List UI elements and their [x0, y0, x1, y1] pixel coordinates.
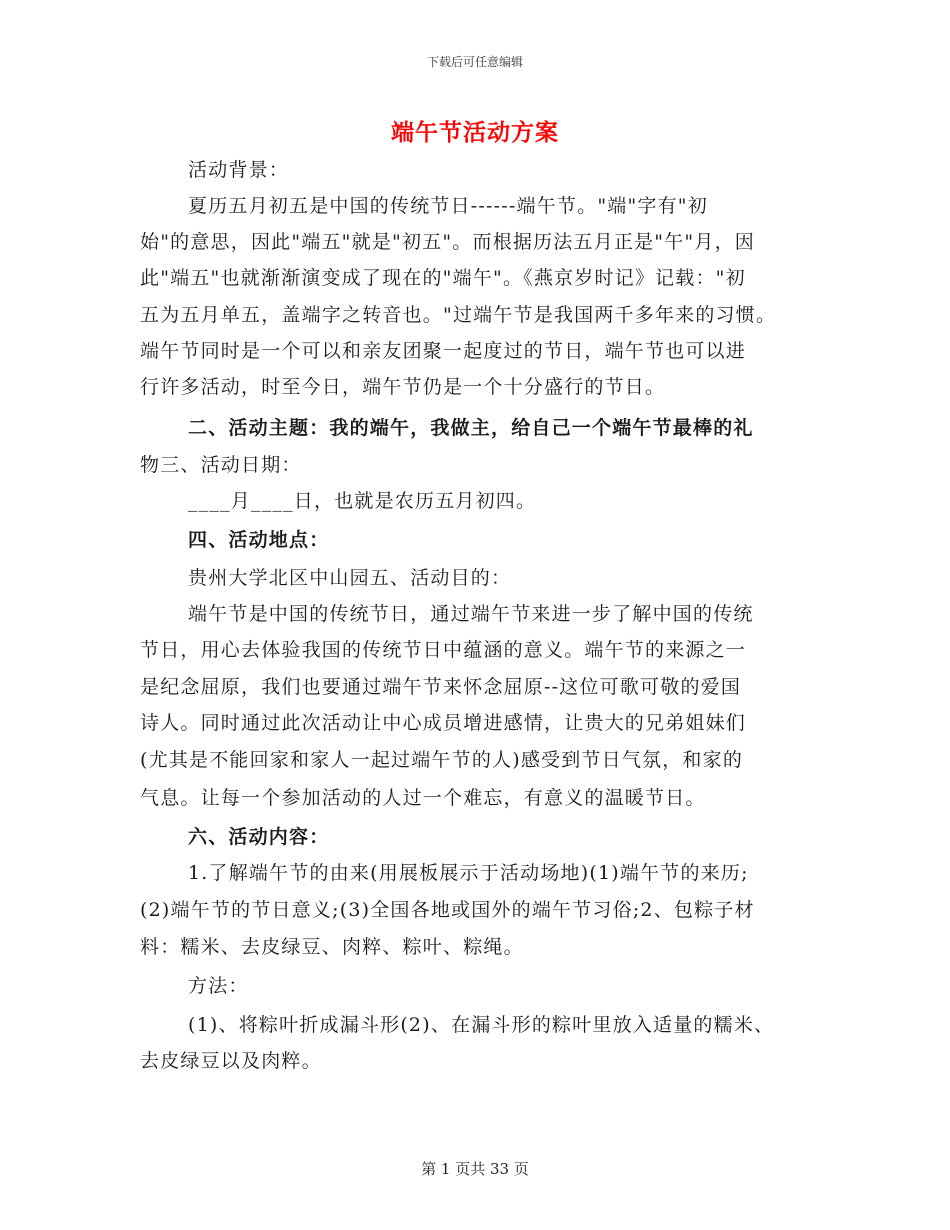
section-heading-content: 六、活动内容： [188, 826, 330, 848]
paragraph-line: 节日，用心去体验我国的传统节日中蕴涵的意义。端午节的来源之一 [140, 639, 747, 661]
paragraph-line: 贵州大学北区中山园五、活动目的： [188, 567, 512, 589]
paragraph-line: 是纪念屈原，我们也要通过端午节来怀念屈原--这位可歌可敬的爱国 [140, 676, 742, 698]
paragraph-line: 行许多活动，时至今日，端午节仍是一个十分盛行的节日。 [140, 376, 666, 398]
section-heading-theme: 二、活动主题：我的端午，我做主，给自己一个端午节最棒的礼 [188, 417, 754, 439]
paragraph-line: 端午节是中国的传统节日，通过端午节来进一步了解中国的传统 [188, 603, 754, 625]
paragraph-line: 方法： [188, 975, 249, 997]
paragraph-line: 始"的意思，因此"端五"就是"初五"。而根据历法五月正是"午"月，因 [140, 231, 755, 253]
paragraph-line: 诗人。同时通过此次活动让中心成员增进感情，让贵大的兄弟姐妹们 [140, 712, 747, 734]
paragraph-line: (2)端午节的节日意义;(3)全国各地或国外的端午节习俗;2、包粽子材 [140, 899, 755, 921]
paragraph-line: 料：糯米、去皮绿豆、肉粹、粽叶、粽绳。 [140, 936, 524, 958]
paragraph-line: 物三、活动日期： [140, 454, 302, 476]
section-label-background: 活动背景： [188, 159, 290, 181]
paragraph-line: 五为五月单五，盖端字之转音也。"过端午节是我国两千多年来的习惯。 [140, 304, 777, 326]
paragraph-line: (尤其是不能回家和家人一起过端午节的人)感受到节日气氛，和家的 [140, 749, 744, 771]
document-title: 端午节活动方案 [391, 119, 559, 146]
paragraph-line: ____月____日，也就是农历五月初四。 [188, 490, 537, 512]
paragraph-line: 1.了解端午节的由来(用展板展示于活动场地)(1)端午节的来历; [188, 862, 749, 884]
paragraph-line: 夏历五月初五是中国的传统节日------端午节。"端"字有"初 [188, 195, 708, 217]
paragraph-line: 气息。让每一个参加活动的人过一个难忘，有意义的温暖节日。 [140, 787, 706, 809]
page-header: 下载后可任意编辑 [426, 55, 523, 69]
paragraph-line: 此"端五"也就渐渐演变成了现在的"端午"。《燕京岁时记》记载："初 [140, 267, 746, 289]
page-footer: 第 1 页共 33 页 [421, 1160, 529, 1178]
section-heading-location: 四、活动地点： [188, 529, 330, 551]
paragraph-line: (1)、将粽叶折成漏斗形(2)、在漏斗形的粽叶里放入适量的糯米、 [188, 1014, 775, 1036]
paragraph-line: 去皮绿豆以及肉粹。 [140, 1050, 322, 1072]
paragraph-line: 端午节同时是一个可以和亲友团聚一起度过的节日，端午节也可以进 [140, 340, 747, 362]
